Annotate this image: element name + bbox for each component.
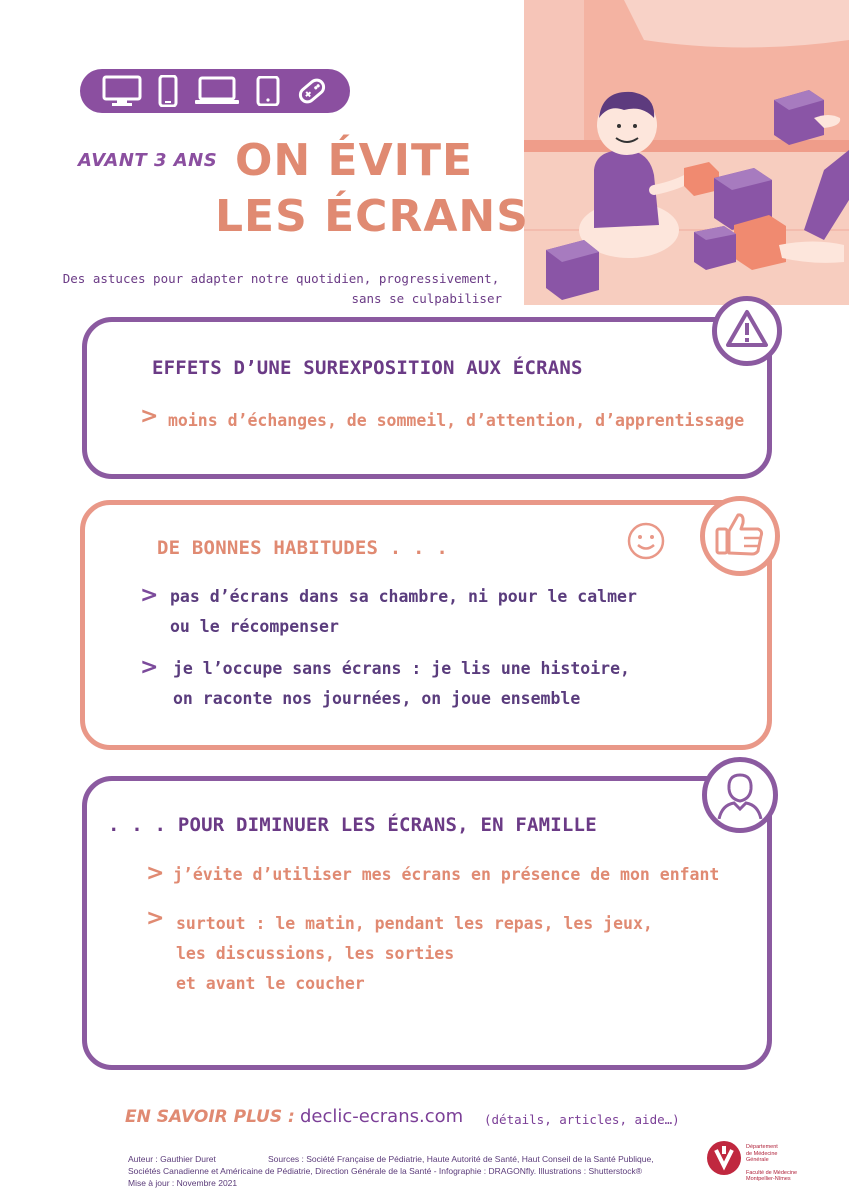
habits-bullet-1	[170, 582, 637, 642]
tablet-icon	[256, 76, 280, 106]
child-playing-illustration	[524, 0, 849, 305]
logo-line-3: Générale	[746, 1157, 769, 1163]
thumbs-up-icon	[714, 511, 766, 561]
thumbs-up-badge	[700, 496, 780, 576]
page-title	[215, 133, 529, 245]
warning-badge	[712, 296, 782, 366]
gamepad-icon	[296, 76, 328, 106]
smiley-icon	[626, 521, 666, 565]
habits-bullet-1-line-2: ou le récompenser	[170, 617, 339, 636]
website-link[interactable]: declic-ecrans.com	[300, 1106, 464, 1127]
person-icon	[714, 767, 766, 823]
effects-title: EFFETS D’UNE SUREXPOSITION AUX ÉCRANS	[152, 357, 583, 379]
effects-bullet: moins d’échanges, de sommeil, d’attention, d’apprentissage	[168, 411, 745, 430]
update-date: Mise à jour : Novembre 2021	[128, 1178, 238, 1188]
subtitle	[60, 269, 502, 309]
sources-line-1: Sources : Société Française de Pédiatrie, Haute Autorité de Santé, Haut Conseil de la Santé Publique,	[268, 1154, 654, 1164]
habits-title: DE BONNES HABITUDES . . .	[157, 537, 448, 559]
chevron-right-icon: >	[140, 583, 159, 608]
logo-line-1: Département	[746, 1144, 778, 1150]
subtitle-line-2: sans se culpabiliser	[351, 291, 502, 306]
family-bullet-2-line-3: et avant le coucher	[176, 974, 365, 993]
logo-line-2: de Médecine	[746, 1150, 778, 1157]
logo-line-4: Faculté de Médecine	[746, 1169, 798, 1176]
title-line-2: LES ÉCRANS	[215, 191, 529, 242]
laptop-icon	[194, 76, 240, 106]
family-bullet-2-line-2: les discussions, les sorties	[176, 944, 455, 963]
author-credit: Auteur : Gauthier Duret	[128, 1154, 216, 1164]
family-bullet-1: j’évite d’utiliser mes écrans en présence de mon enfant	[173, 865, 720, 884]
effects-panel	[82, 317, 772, 479]
monitor-icon	[102, 75, 142, 107]
person-badge	[702, 757, 778, 833]
chevron-right-icon: >	[146, 906, 165, 931]
logo-text	[746, 1144, 797, 1183]
logo-line-5: Montpellier-Nîmes	[746, 1176, 791, 1182]
website-details: (détails, articles, aide…)	[484, 1112, 680, 1127]
subtitle-line-1: Des astuces pour adapter notre quotidien, progressivement,	[62, 271, 500, 286]
sources-line-2: Sociétés Canadienne et Américaine de Pédiatrie, Direction Générale de la Santé - Infographie : DRAGONfly. Illustrations : Shutterstock®	[128, 1166, 643, 1176]
faculty-logo	[706, 1140, 742, 1180]
habits-bullet-1-line-1: pas d’écrans dans sa chambre, ni pour le calmer	[170, 587, 637, 606]
learn-more-label: EN SAVOIR PLUS :	[125, 1107, 295, 1127]
title-line-1: ON ÉVITE	[235, 135, 474, 186]
warning-icon	[725, 309, 769, 353]
chevron-right-icon: >	[140, 655, 159, 680]
chevron-right-icon: >	[140, 404, 159, 429]
device-bar	[80, 69, 350, 113]
chevron-right-icon: >	[146, 861, 165, 886]
smartphone-icon	[158, 75, 178, 107]
age-label: AVANT 3 ANS	[78, 150, 218, 171]
family-title: . . . POUR DIMINUER LES ÉCRANS, EN FAMILLE	[108, 814, 597, 836]
habits-bullet-2-line-1: je l’occupe sans écrans : je lis une histoire,	[173, 659, 630, 678]
family-bullet-2-line-1: surtout : le matin, pendant les repas, les jeux,	[176, 914, 653, 933]
habits-bullet-2-line-2: on raconte nos journées, on joue ensemble	[173, 689, 581, 708]
family-bullet-2	[176, 909, 653, 999]
habits-bullet-2	[173, 654, 630, 714]
